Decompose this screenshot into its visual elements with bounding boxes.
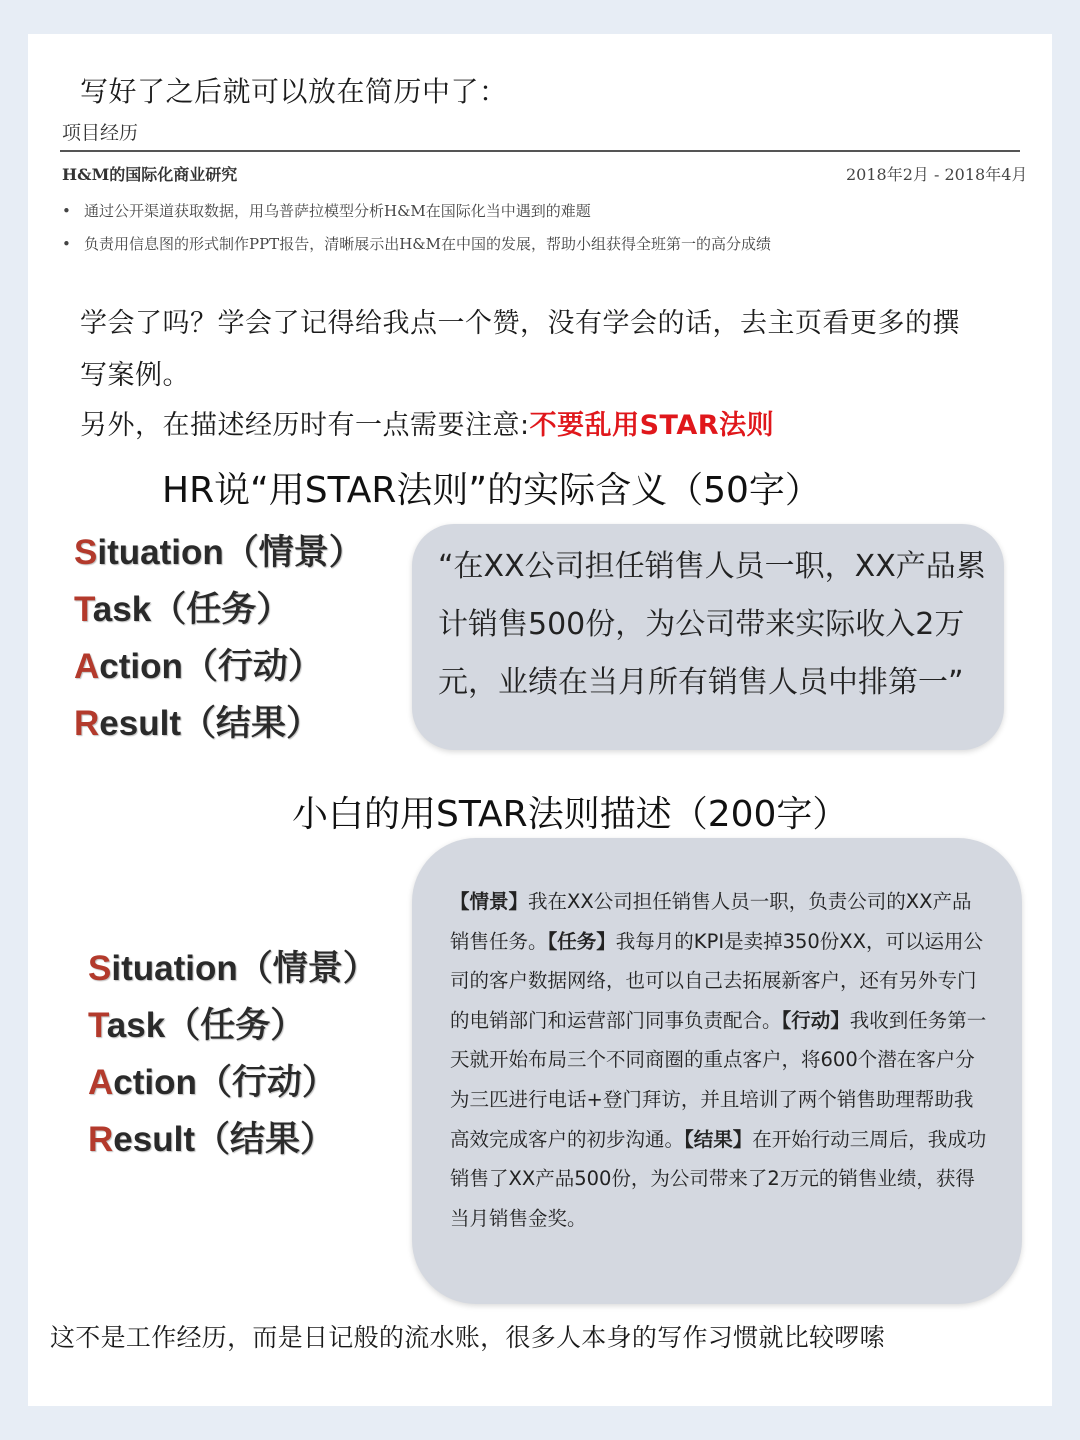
short-example-text: “在XX公司担任销售人员一职，XX产品累计销售500份，为公司带来实际收入2万元，业绩在当月所有销售人员中排第一” — [438, 549, 986, 700]
star-terms-list — [74, 524, 364, 752]
star-terms-list — [88, 940, 378, 1168]
heading-beginner-description: 小白的用STAR法则描述（200字） — [292, 794, 849, 835]
resume-bullet: • 通过公开渠道获取数据，用乌普萨拉模型分析H&M在国际化当中遇到的难题 — [62, 202, 591, 220]
bullet-dot-icon: • — [62, 235, 71, 253]
footer-text: 这不是工作经历，而是日记般的流水账，很多人本身的写作习惯就比较啰嗦 — [50, 1323, 885, 1352]
paragraph-line: 学会了吗？学会了记得给我点一个赞，没有学会的话，去主页看更多的撰 — [80, 308, 960, 339]
resume-project-title: H&M的国际化商业研究 — [62, 165, 238, 184]
long-example-text: 【情景】我在XX公司担任销售人员一职，负责公司的XX产品销售任务。【任务】我每月的KPI是卖掉350份XX，可以运用公司的客户数据网络，也可以自己去拓展新客户，还有另外专门的电销部门和运营部门同事负责配合。【行动】我收到任务第一天就开始布局三个不同商圈的重点客户，将600个潜在客户分为三匹进行电话+登门拜访，并且培训了两个销售助理帮助我高效完成客户的初步沟通。【结果】在开始行动三周后，我成功销售了XX产品500份，为公司带来了2万元的销售业绩，获得当月销售金奖。 — [450, 890, 987, 1230]
bullet-dot-icon: • — [62, 202, 71, 220]
star-term-situation: Situation（情景） — [74, 533, 364, 572]
star-term-result: Result（结果） — [88, 1120, 335, 1159]
star-term-task: Task（任务） — [88, 1006, 306, 1045]
long-example-bubble — [412, 838, 1022, 1304]
paragraph-line: 写案例。 — [80, 360, 190, 391]
heading-hr-meaning: HR说“用STAR法则”的实际含义（50字） — [162, 470, 821, 511]
warning-line: 另外，在描述经历时有一点需要注意:不要乱用STAR法则 — [80, 410, 775, 441]
resume-section-title: 项目经历 — [62, 122, 139, 144]
star-term-task: Task（任务） — [74, 590, 292, 629]
star-term-action: Action（行动） — [74, 647, 323, 686]
short-example-bubble — [412, 524, 1004, 750]
resume-divider — [60, 150, 1020, 152]
intro-text: 写好了之后就可以放在简历中了： — [80, 75, 508, 108]
star-term-result: Result（结果） — [74, 704, 321, 743]
star-term-situation: Situation（情景） — [88, 949, 378, 988]
warning-highlight: 不要乱用STAR法则 — [529, 410, 775, 441]
resume-project-date: 2018年2月 - 2018年4月 — [846, 165, 1028, 184]
star-term-action: Action（行动） — [88, 1063, 337, 1102]
resume-bullet: • 负责用信息图的形式制作PPT报告，清晰展示出H&M在中国的发展，帮助小组获得全班第一的高分成绩 — [62, 235, 771, 253]
